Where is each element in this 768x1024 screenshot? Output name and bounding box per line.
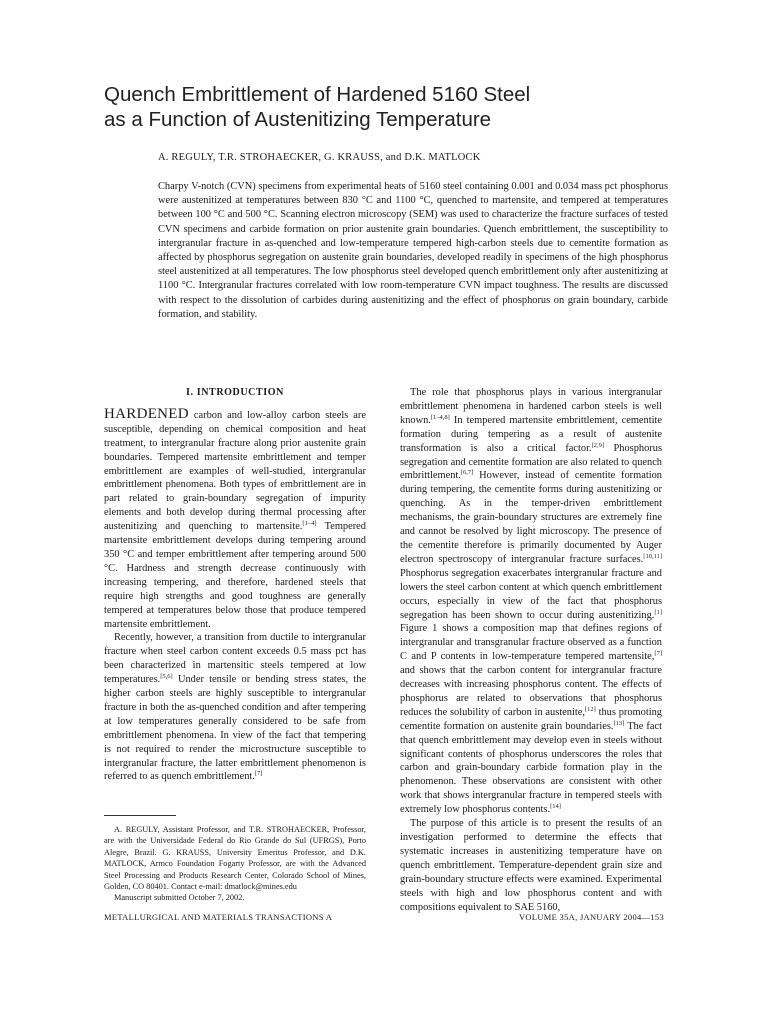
- footnote-rule: [104, 815, 176, 816]
- citation: [7]: [254, 770, 263, 778]
- running-footer-volume-page: VOLUME 35A, JANUARY 2004—153: [518, 912, 664, 922]
- citation: [5,6]: [160, 673, 173, 681]
- citation: [1]: [654, 608, 662, 616]
- citation: [1–4]: [302, 520, 317, 528]
- citation: [12]: [584, 705, 596, 713]
- author-list: A. REGULY, T.R. STROHAECKER, G. KRAUSS, and D.K. MATLOCK: [158, 152, 481, 163]
- running-footer-journal: METALLURGICAL AND MATERIALS TRANSACTIONS A: [104, 912, 333, 922]
- footnote-submitted: Manuscript submitted October 7, 2002.: [114, 893, 245, 903]
- intro-paragraph-2: Recently, however, a transition from ductile to intergranular fracture when steel carbon content exceeds 0.5 mass pct has been characterized in martensitic steels tempered at low temperatures.[5,6] Under tensile or bending stress states, the higher carbon steels are highly susceptible to intergranular fracture in both the as-quenched condition and after tempering at low temperatures generally considered to be safe from embrittlement phenomena. In view of the fact that tempering is not required to render the microstructure susceptible to intergranular fracture, the latter embrittlement phenomenon is referred to as quench embrittlement.[7]: [104, 632, 366, 783]
- article-title: [104, 82, 664, 132]
- intro-paragraph-4: The purpose of this article is to present the results of an investigation performed to determine the effects that systematic increases in austenitizing temperature have on quench embrittlement. Temperature-dependent grain size and grain-boundary structure effects were examined. Experimental steels with high and low phosphorus content and with compositions equivalent to SAE 5160,: [400, 818, 662, 913]
- footnote: [104, 824, 366, 904]
- citation: [10,11]: [643, 552, 662, 560]
- title-line-1: Quench Embrittlement of Hardened 5160 Steel: [104, 83, 531, 106]
- left-column: [104, 386, 366, 784]
- section-heading: I. INTRODUCTION: [186, 387, 284, 398]
- intro-paragraph-1: HARDENED carbon and low-alloy carbon steels are susceptible, depending on chemical composition and heat treatment, to intergranular fracture along prior austenite grain boundaries. Tempered martensite embrittlement and temper embrittlement are examples of well-studied, intergranular embrittlement phenomena. Both types of embrittlement are in part related to grain-boundary segregation of impurity elements and both develop during thermal processing after austenitizing and quenching to martensite.[1–4] Tempered martensite embrittlement develops during tempering around 350 °C and temper embrittlement after tempering around 500 °C. Hardness and strength decrease continuously with increasing tempering, and therefore, hardened steels that require high strengths and good toughness are generally tempered at temperatures below those that produce tempered martensite embrittlement.: [104, 405, 366, 630]
- dropcap-word: HARDENED: [104, 405, 189, 422]
- citation: [14]: [550, 803, 561, 811]
- citation: [6,7]: [460, 469, 474, 477]
- title-line-2: as a Function of Austenitizing Temperature: [104, 108, 492, 131]
- citation: [1–4,8]: [430, 413, 450, 421]
- citation: [2,9]: [591, 441, 605, 449]
- abstract: Charpy V-notch (CVN) specimens from experimental heats of 5160 steel containing 0.001 and 0.034 mass pct phosphorus were austenitized at temperatures between 830 °C and 1100 °C, quenched to martensite, and tempered at temperatures between 100 °C and 500 °C. Scanning electron microscopy (SEM) was used to characterize the fracture surfaces of tested CVN specimens and carbide formation on prior austenite grain boundaries. Quench embrittlement, the susceptibility to intergranular fracture in as-quenched and low-temperature tempered high-carbon steels due to cementite formation as affected by phosphorus segregation on austenite grain boundaries, developed readily in specimens of the high phosphorus steel austenitized at all temperatures. The low phosphorus steel developed quench embrittlement only after austenitizing at 1100 °C. Intergranular fractures correlated with low room-temperature CVN impact toughness. The results are discussed with respect to the dissolution of carbides during austenitizing and the effect of phosphorus on grain boundary, carbide formation, and stability.: [158, 181, 668, 320]
- footnote-affiliation: A. REGULY, Assistant Professor, and T.R. STROHAECKER, Professor, are with the Universidade Federal do Rio Grande do Sul (UFRGS), Porto Alegre, Brazil. G. KRAUSS, University Emeritus Professor, and D.K. MATLOCK, Armco Foundation Fogarty Professor, are with the Advanced Steel Processing and Products Research Center, Colorado School of Mines, Golden, CO 80401. Contact e-mail: dmatlock@mines.edu: [104, 825, 366, 892]
- citation: [7]: [654, 650, 662, 658]
- right-column: [400, 386, 662, 914]
- citation: [13]: [613, 719, 625, 727]
- intro-paragraph-3: The role that phosphorus plays in various intergranular embrittlement phenomena in hardened carbon steels is well known.[1–4,8] In tempered martensite embrittlement, cementite formation during tempering as a result of austenite transformation is also a critical factor.[2,9] Phosphorus segregation and cementite formation are also related to quench embrittlement.[6,7] However, instead of cementite formation during tempering, the cementite forms during austenitizing or quenching. As in the temper-driven embrittlement mechanisms, the grain-boundary structures are extremely fine and cannot be resolved by light microscopy. The presence of the cementite therefore is primarily documented by Auger electron spectroscopy of intergranular fracture surfaces.[10,11] Phosphorus segregation exacerbates intergranular fracture and lowers the steel carbon content at which quench embrittlement occurs, especially in view of the fact that phosphorus segregation has been shown to occur during austenitizing.[1] Figure 1 shows a composition map that defines regions of intergranular and transgranular fracture observed as a function C and P contents in low-temperature tempered martensite,[7] and shows that the carbon content for intergranular fracture decreases with increasing phosphorus content. The effects of phosphorus are related to observations that phosphorus reduces the solubility of carbon in austenite,[12] thus promoting cementite formation on austenite grain boundaries.[13] The fact that quench embrittlement may develop even in steels without significant contents of phosphorus underscores the roles that carbon and grain-boundary carbide formation play in the phenomenon. These observations are consistent with other work that shows intergranular fracture in tempered steels with extremely low phosphorus contents.[14]: [400, 387, 662, 816]
